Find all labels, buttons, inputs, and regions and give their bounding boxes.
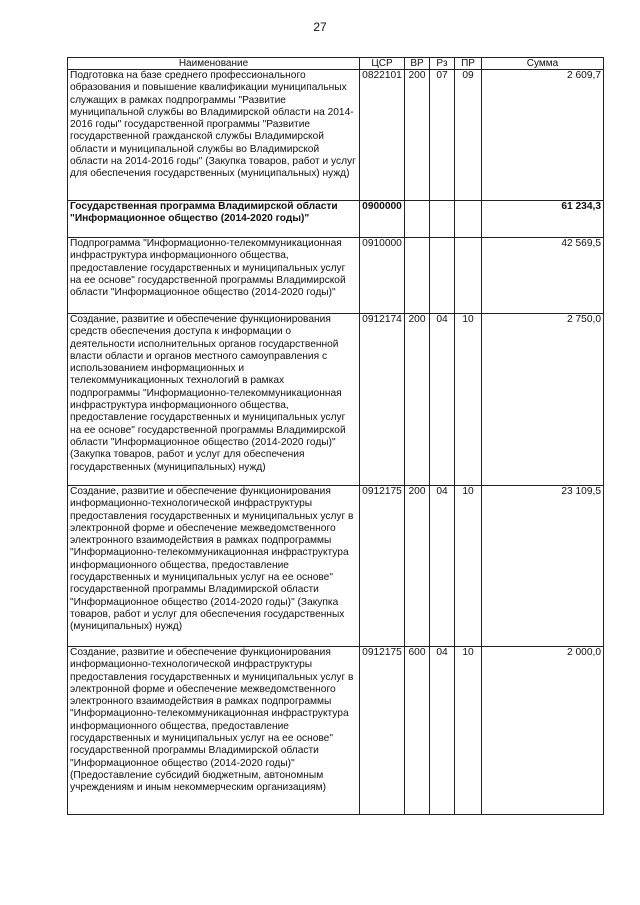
- row-sum: 2 000,0: [482, 647, 604, 815]
- page-number: 27: [313, 20, 327, 34]
- row-name: Создание, развитие и обеспечение функционирования информационно-технологической инфраструктуры предоставления государственных и муниципальных услуг в электронной форме и обеспечение межведомственного электронного взаимодействия в рамках подпрограммы "Информационно-телекоммуникационная инфраструктура информационного общества, предоставление государственных и муниципальных услуг на ее основе" государственной программы Владимирской области "Информационное общество (2014-2020 годы)" (Предоставление субсидий бюджетным, автономным учреждениям и иным некоммерческим организациям): [68, 647, 360, 815]
- row-name: Подпрограмма "Информационно-телекоммуникационная инфраструктура информационного общества, предоставление государственных и муниципальных услуг на ее основе" государственной программы Владимирской области "Информационное общество (2014-2020 годы)": [68, 238, 360, 314]
- row-csr: 0900000: [360, 201, 405, 238]
- row-name: Подготовка на базе среднего профессионального образования и повышение квалификации муниципальных служащих в рамках подпрограммы "Развитие муниципальной службы во Владимирской области на 2014-2016 годы" государственной программы "Развитие государственной гражданской службы Владимирской области и муниципальной службы во Владимирской области на 2014-2016 годы" (Закупка товаров, работ и услуг для обеспечения государственных (муниципальных) нужд): [68, 70, 360, 201]
- row-sum: 42 569,5: [482, 238, 604, 314]
- row-rz: [430, 238, 455, 314]
- row-csr: 0912175: [360, 486, 405, 647]
- row-rz: 04: [430, 647, 455, 815]
- row-sum: 2 609,7: [482, 70, 604, 201]
- table-row: [68, 647, 604, 815]
- row-pr: 10: [455, 486, 482, 647]
- row-name: Государственная программа Владимирской области "Информационное общество (2014-2020 годы)": [68, 201, 360, 238]
- row-sum: 61 234,3: [482, 201, 604, 238]
- row-csr: 0822101: [360, 70, 405, 201]
- row-name: Создание, развитие и обеспечение функционирования информационно-технологической инфраструктуры предоставления государственных и муниципальных услуг в электронной форме и обеспечение межведомственного электронного взаимодействия в рамках подпрограммы "Информационно-телекоммуникационная инфраструктура информационного общества, предоставление государственных и муниципальных услуг на ее основе" государственной программы Владимирской области "Информационное общество (2014-2020 годы)" (Закупка товаров, работ и услуг для обеспечения государственных (муниципальных) нужд): [68, 486, 360, 647]
- row-vr: 200: [405, 314, 430, 486]
- table-row: [68, 486, 604, 647]
- row-pr: 10: [455, 314, 482, 486]
- table-row: [68, 314, 604, 486]
- row-csr: 0912174: [360, 314, 405, 486]
- column-header-pr: ПР: [455, 58, 482, 70]
- row-vr: [405, 238, 430, 314]
- row-pr: [455, 201, 482, 238]
- row-csr: 0910000: [360, 238, 405, 314]
- row-name: Создание, развитие и обеспечение функционирования средств обеспечения доступа к информации о деятельности исполнительных органов государственной власти области и органов местного самоуправления с использованием информационных и телекоммуникационных технологий в рамках подпрограммы "Информационно-телекоммуникационная инфраструктура информационного общества, предоставление государственных и муниципальных услуг на ее основе" государственной программы Владимирской области "Информационное общество (2014-2020 годы)" (Закупка товаров, работ и услуг для обеспечения государственных (муниципальных) нужд): [68, 314, 360, 486]
- row-vr: 600: [405, 647, 430, 815]
- row-sum: 23 109,5: [482, 486, 604, 647]
- row-pr: 10: [455, 647, 482, 815]
- table-row: [68, 201, 604, 238]
- row-rz: [430, 201, 455, 238]
- row-rz: 04: [430, 314, 455, 486]
- table-row: [68, 238, 604, 314]
- table-row: [68, 70, 604, 201]
- column-header-sum: Сумма: [482, 58, 604, 70]
- column-header-csr: ЦСР: [360, 58, 405, 70]
- column-header-vr: ВР: [405, 58, 430, 70]
- row-pr: 09: [455, 70, 482, 201]
- row-rz: 07: [430, 70, 455, 201]
- row-sum: 2 750,0: [482, 314, 604, 486]
- budget-table: [67, 57, 604, 815]
- row-vr: 200: [405, 70, 430, 201]
- row-vr: 200: [405, 486, 430, 647]
- row-vr: [405, 201, 430, 238]
- row-pr: [455, 238, 482, 314]
- row-rz: 04: [430, 486, 455, 647]
- column-header-rz: Рз: [430, 58, 455, 70]
- table-header-row: [68, 58, 604, 70]
- column-header-name: Наименование: [68, 58, 360, 70]
- row-csr: 0912175: [360, 647, 405, 815]
